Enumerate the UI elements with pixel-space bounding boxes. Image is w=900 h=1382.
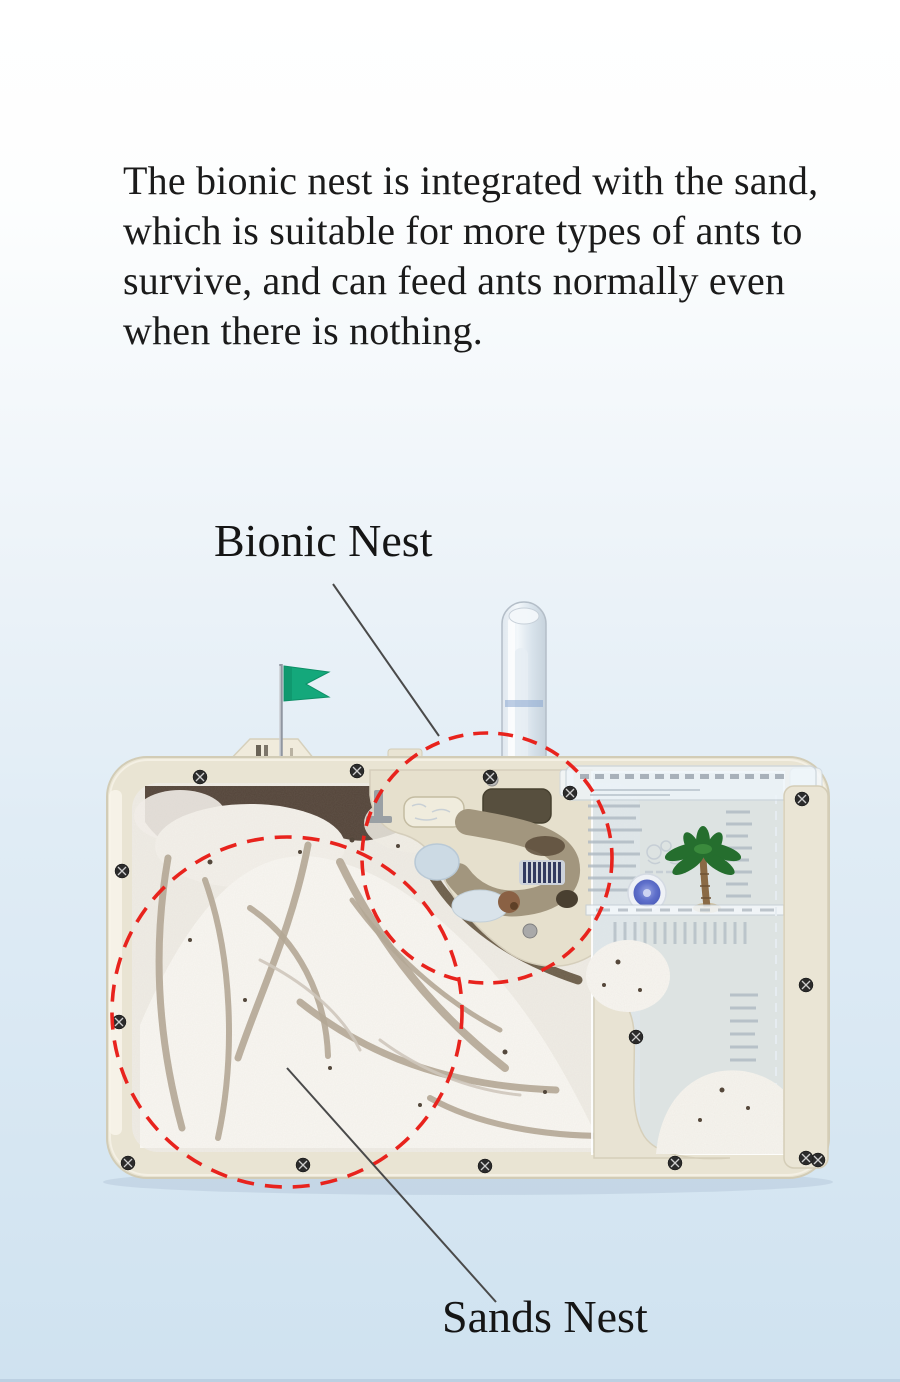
acrylic-feeding-chamber xyxy=(586,772,806,1159)
bionic-annotation-line xyxy=(333,584,439,736)
right-frame-bar xyxy=(784,786,828,1168)
description-line: The bionic nest is integrated with the sand, xyxy=(123,158,819,203)
sands-nest-label: Sands Nest xyxy=(442,1291,648,1342)
acrylic-lid xyxy=(560,766,822,800)
chamber-shelf xyxy=(586,905,786,915)
bionic-nest-label: Bionic Nest xyxy=(214,515,433,566)
humidity-chamber xyxy=(415,844,459,880)
description-line: which is suitable for more types of ants to xyxy=(123,208,803,253)
description-line: when there is nothing. xyxy=(123,308,483,353)
description-line: survive, and can feed ants normally even xyxy=(123,258,786,303)
